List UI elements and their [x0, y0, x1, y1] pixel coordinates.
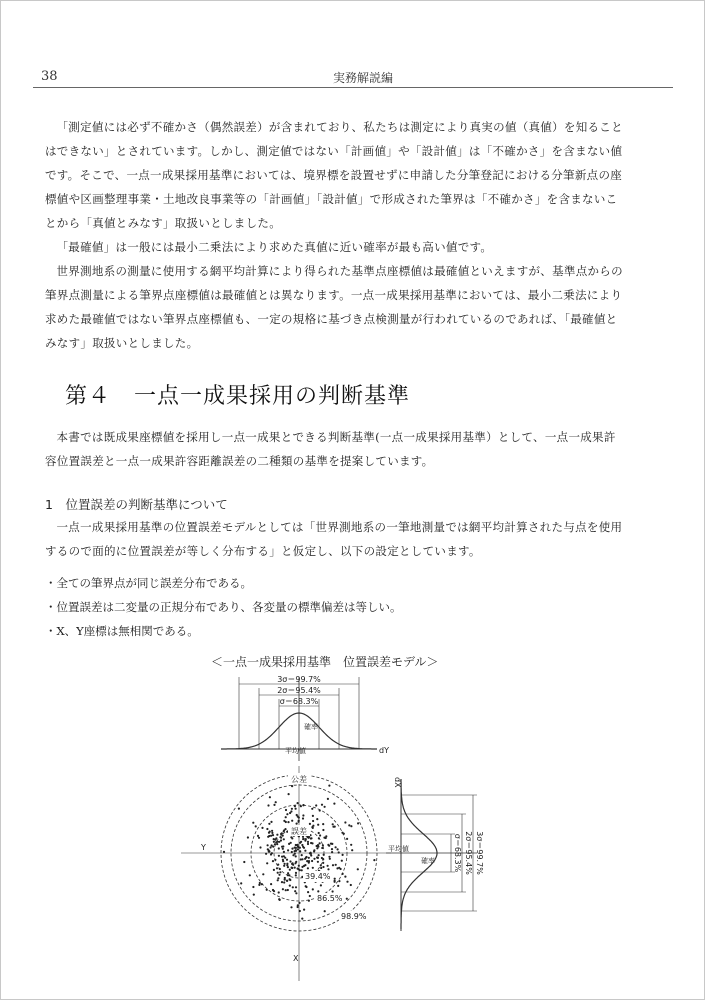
error-point [261, 883, 263, 885]
error-point [320, 867, 322, 869]
error-point [351, 849, 353, 851]
error-point [341, 860, 343, 862]
error-point [334, 880, 336, 882]
dx-axis-label: dX [393, 777, 402, 788]
error-point [270, 835, 272, 837]
error-point [277, 864, 279, 866]
error-point [273, 804, 275, 806]
error-point [278, 874, 280, 876]
y-axis-label: Y [201, 843, 206, 852]
running-title: 実務解説編 [333, 71, 394, 85]
error-point [266, 828, 268, 830]
error-point [346, 881, 348, 883]
error-point [255, 825, 257, 827]
error-point [295, 855, 297, 857]
error-point [262, 873, 264, 875]
error-point [289, 879, 291, 881]
error-point [271, 832, 273, 834]
error-point [322, 844, 324, 846]
error-point [302, 814, 304, 816]
error-point [338, 851, 340, 853]
error-point [273, 890, 275, 892]
error-point [299, 910, 301, 912]
error-point [295, 874, 297, 876]
error-point [307, 843, 309, 845]
section-heading: 第４ 一点一成果採用の判断基準 [65, 384, 411, 409]
error-point [259, 882, 261, 884]
error-point [282, 859, 284, 861]
error-point [295, 886, 297, 888]
error-point [289, 860, 291, 862]
error-point [302, 817, 304, 819]
assumption-item-2: ・位置誤差は二変量の正規分布であり、各変量の標準偏差は等しい。 [45, 600, 402, 614]
error-point [223, 851, 225, 853]
error-point [319, 842, 321, 844]
section-text [45, 425, 625, 473]
circle-39-label: 39.4% [305, 872, 331, 881]
error-point [317, 861, 319, 863]
error-point [270, 821, 272, 823]
error-point [336, 867, 338, 869]
intro-paragraph-3: 世界測地系の測量に使用する網平均計算により得られた基準点座標値は最確値といえますが、基準点からの筆界点測量による筆界点座標値は最確値とは異なります。一点一成果採用基準においては、最小二乗法により求めた最確値ではない筆界点座標値も、一定の規格に基づき点検測量が行われているのであれば、「最確値とみなす」取扱いとしました。 [45, 264, 623, 350]
page-header [33, 69, 673, 91]
error-point [287, 849, 289, 851]
error-point [277, 877, 279, 879]
error-point [270, 883, 272, 885]
error-point [316, 845, 318, 847]
error-point [279, 871, 281, 873]
error-label: 誤差 [291, 827, 307, 836]
error-point [290, 842, 292, 844]
error-point [296, 823, 298, 825]
subsection-heading: 1 位置誤差の判断基準について [45, 497, 228, 512]
error-point [328, 856, 330, 858]
error-point [332, 823, 334, 825]
error-point [298, 865, 300, 867]
error-point [308, 837, 310, 839]
error-point [252, 886, 254, 888]
error-point [303, 838, 305, 840]
error-point [297, 815, 299, 817]
error-point [283, 881, 285, 883]
error-point [306, 860, 308, 862]
right-3sigma-label: 3σ＝99.7% [475, 831, 484, 875]
error-point [321, 804, 323, 806]
error-point [308, 862, 310, 864]
error-point [259, 846, 261, 848]
error-point [287, 874, 289, 876]
error-point [272, 834, 274, 836]
assumption-item-1: ・全ての筆界点が同じ誤差分布である。 [45, 576, 252, 590]
error-point [294, 862, 296, 864]
error-point [276, 834, 278, 836]
error-point [318, 832, 320, 834]
error-point [324, 910, 326, 912]
error-point [300, 805, 302, 807]
error-point [286, 831, 288, 833]
error-point [338, 880, 340, 882]
error-point [291, 820, 293, 822]
error-point [346, 898, 348, 900]
error-point [332, 890, 334, 892]
error-point [329, 858, 331, 860]
error-point [294, 847, 296, 849]
error-point [287, 872, 289, 874]
error-point [289, 812, 291, 814]
error-point [305, 886, 307, 888]
error-point [285, 889, 287, 891]
error-point [307, 891, 309, 893]
error-point [325, 835, 327, 837]
error-point [298, 902, 300, 904]
error-point [309, 823, 311, 825]
error-point [288, 793, 290, 795]
error-point [331, 848, 333, 850]
error-point [313, 858, 315, 860]
error-point [247, 836, 249, 838]
error-point [273, 841, 275, 843]
error-point [261, 827, 263, 829]
error-point [335, 846, 337, 848]
error-point [335, 864, 337, 866]
error-point [323, 837, 325, 839]
error-point [252, 822, 254, 824]
error-point [315, 804, 317, 806]
right-2sigma-label: 2σ＝95.4% [464, 831, 473, 875]
position-error-model-figure [181, 671, 484, 986]
right-normal-curve [401, 779, 437, 929]
error-point [282, 888, 284, 890]
error-point [337, 848, 339, 850]
error-point [309, 895, 311, 897]
error-point [284, 863, 286, 865]
error-point [319, 809, 321, 811]
error-point [294, 867, 296, 869]
error-point [295, 808, 297, 810]
error-point [272, 860, 274, 862]
error-point [337, 885, 339, 887]
error-point [323, 854, 325, 856]
error-point [286, 859, 288, 861]
error-point [312, 820, 314, 822]
error-point [312, 815, 314, 817]
error-point [265, 853, 267, 855]
error-point [291, 851, 293, 853]
error-point [318, 854, 320, 856]
error-point [238, 808, 240, 810]
circle-98-label: 98.9% [341, 912, 367, 921]
error-point [282, 848, 284, 850]
error-point [292, 886, 294, 888]
error-point [304, 850, 306, 852]
error-point [294, 805, 296, 807]
intro-paragraph-1: 「測定値には必ず不確かさ（偶然誤差）が含まれており、私たちは測定により真実の値（真値）を知ることはできない」とされています。しかし、測定値ではない「計画値」や「設計値」は「不確かさ」を含まない値です。そこで、一点一成果採用基準においては、境界標を設置せずに申請した分筆登記における分筆新点の座標値や区画整理事業・土地改良事業等の「計画値」「設計値」で形成された筆界は「不確かさ」を含まないことから「真値とみなす」取扱いとしました。 [45, 120, 623, 230]
error-point [346, 838, 348, 840]
error-point [317, 824, 319, 826]
error-point [321, 857, 323, 859]
error-point [304, 864, 306, 866]
error-point [277, 879, 279, 881]
error-point [249, 874, 251, 876]
intro-text [45, 115, 625, 355]
top-mean-label: 平均値 [285, 747, 306, 755]
error-point [305, 856, 307, 858]
error-point [287, 866, 289, 868]
error-point [312, 888, 314, 890]
error-point [282, 845, 284, 847]
error-point [290, 906, 292, 908]
error-point [289, 885, 291, 887]
subsection-text [45, 515, 625, 563]
error-point [297, 802, 299, 804]
error-point [303, 909, 305, 911]
error-point [284, 879, 286, 881]
error-point [342, 854, 344, 856]
error-point [277, 841, 279, 843]
error-point [318, 837, 320, 839]
top-distribution [221, 675, 389, 761]
error-point [296, 844, 298, 846]
error-point [307, 841, 309, 843]
error-point [350, 844, 352, 846]
error-point [324, 806, 326, 808]
error-point [287, 889, 289, 891]
error-point [274, 859, 276, 861]
error-point [272, 846, 274, 848]
error-point [266, 862, 268, 864]
top-1sigma-label: σ＝68.3% [279, 697, 319, 706]
error-point [316, 856, 318, 858]
error-point [320, 884, 322, 886]
scatter-plot [181, 766, 391, 981]
right-1sigma-label: σ＝68.3% [453, 833, 462, 873]
error-point [299, 850, 301, 852]
section-paragraph: 本書では既成果座標値を採用し一点一成果とできる判断基準(一点一成果採用基準）として、一点一成果許容位置誤差と一点一成果許容距離誤差の二種類の基準を提案しています。 [45, 430, 616, 468]
error-point [295, 892, 297, 894]
error-point [302, 836, 304, 838]
error-point [291, 785, 293, 787]
error-point [269, 796, 271, 798]
error-point [286, 863, 288, 865]
error-point [295, 850, 297, 852]
error-point [310, 837, 312, 839]
error-point [285, 809, 287, 811]
error-point [268, 849, 270, 851]
error-point [327, 798, 329, 800]
error-point [281, 856, 283, 858]
error-point [311, 826, 313, 828]
error-point [292, 854, 294, 856]
top-2sigma-label: 2σ＝95.4% [277, 686, 321, 695]
right-mean-label: 平均値 [388, 845, 409, 853]
error-point [274, 839, 276, 841]
error-point [342, 873, 344, 875]
error-point [311, 860, 313, 862]
error-point [295, 872, 297, 874]
error-point [253, 894, 255, 896]
error-point [316, 847, 318, 849]
error-point [350, 884, 352, 886]
error-point [294, 890, 296, 892]
error-point [273, 869, 275, 871]
error-point [319, 834, 321, 836]
error-point [328, 845, 330, 847]
error-point [298, 821, 300, 823]
error-point [301, 918, 303, 920]
subsection-paragraph: 一点一成果採用基準の位置誤差モデルとしては「世界測地系の一筆地測量では網平均計算された与点を使用するので面的に位置誤差が等しく分布する」と仮定し、以下の設定としています。 [45, 520, 623, 558]
error-point [286, 880, 288, 882]
error-point [344, 821, 346, 823]
error-point [268, 823, 270, 825]
error-point [316, 818, 318, 820]
assumption-item-3: ・X、Y座標は無相関である。 [45, 624, 199, 638]
error-point [340, 868, 342, 870]
right-probability-label: 確率 [421, 857, 435, 865]
error-point [321, 847, 323, 849]
error-point [269, 831, 271, 833]
error-point [286, 813, 288, 815]
error-point [279, 868, 281, 870]
error-point [305, 838, 307, 840]
error-point [310, 853, 312, 855]
error-point [243, 861, 245, 863]
error-point [291, 808, 293, 810]
error-point [302, 846, 304, 848]
error-point [307, 867, 309, 869]
error-point [311, 808, 313, 810]
assumption-list [45, 571, 625, 643]
error-point [281, 881, 283, 883]
error-point [258, 837, 260, 839]
error-point [257, 835, 259, 837]
error-point [283, 865, 285, 867]
error-point [344, 876, 346, 878]
top-probability-label: 確率 [304, 723, 318, 731]
error-point [280, 837, 282, 839]
error-point [333, 803, 335, 805]
error-point [283, 829, 285, 831]
error-point [290, 836, 292, 838]
error-point [322, 829, 324, 831]
error-point [297, 906, 299, 908]
error-point [267, 804, 269, 806]
dy-axis-label: dY [379, 746, 389, 755]
figure-title: ＜一点一成果採用基準 位置誤差モデル＞ [211, 655, 439, 669]
error-point [313, 849, 315, 851]
error-point [291, 863, 293, 865]
error-point [278, 847, 280, 849]
x-axis-label: X [293, 954, 299, 963]
top-3sigma-label: 3σ＝99.7% [277, 675, 321, 684]
error-point [327, 865, 329, 867]
intro-paragraph-2: 「最確値」は一般には最小二乗法により求めた真値に近い確率が最も高い値です。 [56, 240, 493, 254]
error-point [299, 842, 301, 844]
circle-86-label: 86.5% [317, 894, 343, 903]
error-point [298, 868, 300, 870]
error-point [302, 804, 304, 806]
error-point [283, 851, 285, 853]
error-point [277, 872, 279, 874]
error-point [312, 867, 314, 869]
error-point [281, 832, 283, 834]
error-point [357, 822, 359, 824]
error-point [320, 864, 322, 866]
error-point [348, 824, 350, 826]
error-point [258, 884, 260, 886]
header-rule [33, 87, 673, 88]
error-point [278, 891, 280, 893]
error-point [266, 889, 268, 891]
error-point [289, 869, 291, 871]
error-point [287, 821, 289, 823]
error-point [271, 830, 273, 832]
error-point [283, 820, 285, 822]
error-point [271, 852, 273, 854]
error-point [332, 826, 334, 828]
error-point [327, 868, 329, 870]
error-point [304, 858, 306, 860]
error-point [301, 869, 303, 871]
error-point [275, 801, 277, 803]
error-point [285, 816, 287, 818]
error-point [350, 825, 352, 827]
error-point [274, 843, 276, 845]
error-point [291, 867, 293, 869]
error-point [330, 843, 332, 845]
error-point [328, 785, 330, 787]
error-point [334, 878, 336, 880]
error-point [332, 864, 334, 866]
error-point [373, 859, 375, 861]
error-point [308, 900, 310, 902]
error-point [267, 844, 269, 846]
error-point [278, 855, 280, 857]
error-point [278, 898, 280, 900]
error-point [282, 835, 284, 837]
error-point [280, 839, 282, 841]
error-point [322, 866, 324, 868]
error-point [240, 882, 242, 884]
error-point [299, 847, 301, 849]
error-point [283, 838, 285, 840]
error-point [357, 868, 359, 870]
error-point [308, 857, 310, 859]
error-point [284, 857, 286, 859]
error-point [310, 842, 312, 844]
error-point [341, 832, 343, 834]
page-number: 38 [41, 69, 58, 84]
error-point [297, 848, 299, 850]
error-point [301, 858, 303, 860]
error-point [322, 862, 324, 864]
error-point [317, 890, 319, 892]
error-point [270, 846, 272, 848]
tolerance-label: 公差 [291, 775, 307, 784]
error-point [322, 823, 324, 825]
error-point [276, 867, 278, 869]
error-point [291, 848, 293, 850]
right-distribution [386, 777, 484, 931]
error-point [331, 851, 333, 853]
error-point [301, 854, 303, 856]
